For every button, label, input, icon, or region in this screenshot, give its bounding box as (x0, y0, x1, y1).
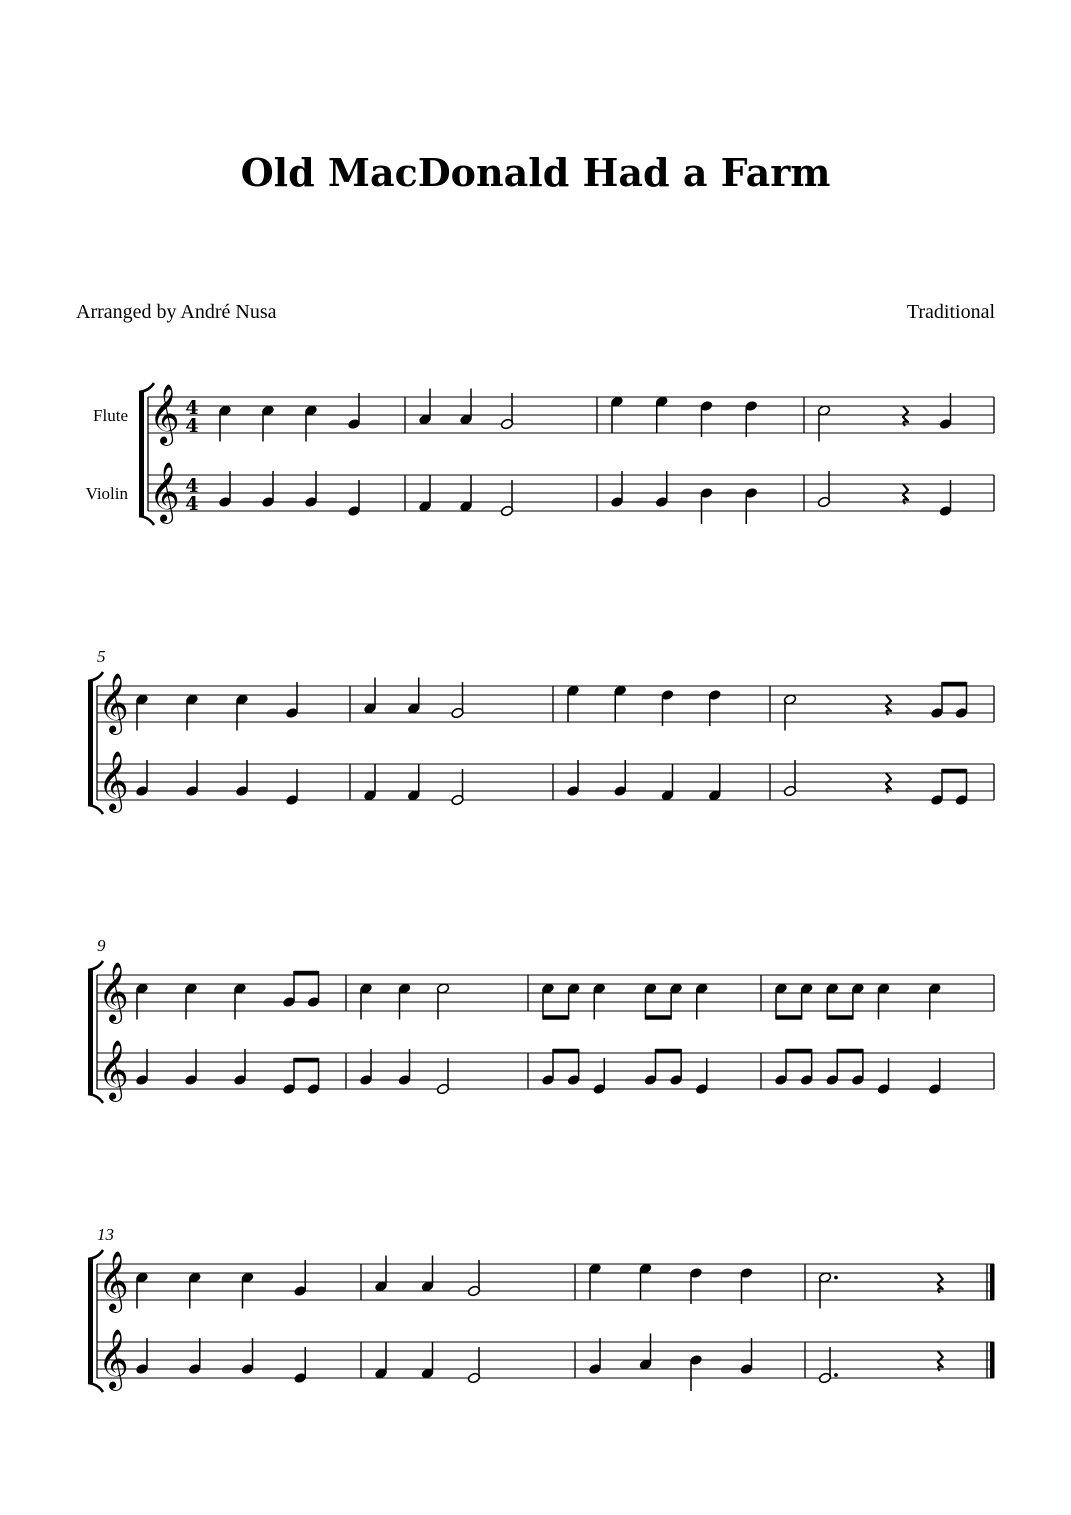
note (567, 1049, 580, 1086)
note (218, 471, 231, 508)
note (436, 1058, 449, 1095)
note (928, 983, 941, 1020)
system-bracket (88, 1259, 93, 1383)
note (285, 682, 298, 719)
note (593, 1058, 606, 1095)
augmentation-dot (834, 1373, 838, 1377)
note (185, 694, 198, 731)
measure-number: 9 (97, 936, 106, 955)
system-bracket (88, 970, 93, 1094)
note (307, 1058, 320, 1095)
measure (374, 1256, 480, 1384)
note (407, 678, 420, 715)
note (851, 983, 864, 1020)
note (135, 694, 148, 731)
note (459, 476, 472, 513)
note (689, 1267, 702, 1304)
note (436, 983, 449, 1020)
note (541, 983, 554, 1020)
quarter-rest (938, 1273, 943, 1293)
note (695, 983, 708, 1020)
note (955, 769, 968, 806)
note (800, 983, 813, 1020)
measure (135, 1260, 307, 1384)
note (359, 1049, 372, 1086)
final-barline-thick (990, 1342, 995, 1378)
measure (783, 682, 968, 806)
note (467, 1347, 480, 1384)
note (135, 1338, 148, 1375)
note (593, 983, 606, 1020)
treble-clef-icon: 𝄞 (98, 751, 129, 811)
time-signature-top: 4 (185, 397, 199, 419)
measure (363, 678, 464, 806)
measure (774, 983, 941, 1095)
measure (359, 983, 449, 1095)
note (363, 765, 376, 802)
note (235, 694, 248, 731)
note (588, 1263, 601, 1300)
note (188, 1272, 201, 1309)
note (639, 1263, 652, 1300)
treble-clef-icon: 𝄞 (98, 1251, 129, 1311)
measure (818, 1272, 942, 1384)
time-signature-bottom: 4 (185, 415, 199, 437)
note (241, 1338, 254, 1375)
note (294, 1260, 307, 1297)
measure (135, 971, 320, 1095)
note (347, 393, 360, 430)
note (800, 1049, 813, 1086)
note (928, 1058, 941, 1095)
note (566, 760, 579, 797)
system (86, 383, 994, 525)
measure (817, 393, 952, 517)
note (588, 1338, 601, 1375)
note (451, 769, 464, 806)
note (774, 983, 787, 1020)
note (418, 389, 431, 426)
note (184, 1049, 197, 1086)
measure (135, 682, 298, 806)
score-title: Old MacDonald Had a Farm (240, 150, 831, 195)
note (661, 765, 674, 802)
system (88, 1225, 995, 1392)
note (610, 396, 623, 433)
note (374, 1343, 387, 1380)
note (500, 480, 513, 517)
note (185, 760, 198, 797)
note (708, 765, 721, 802)
note (459, 389, 472, 426)
note (689, 1354, 702, 1391)
note (363, 678, 376, 715)
note (877, 1058, 890, 1095)
note (566, 685, 579, 722)
time-signature-bottom: 4 (185, 493, 199, 515)
treble-clef-icon: 𝄞 (98, 1040, 129, 1100)
note (135, 1272, 148, 1309)
arranger-credit: Arranged by André Nusa (76, 301, 277, 323)
note (241, 1272, 254, 1309)
note (818, 1272, 838, 1309)
note (708, 689, 721, 726)
measure-number: 5 (97, 647, 106, 666)
note (407, 765, 420, 802)
system (88, 936, 994, 1103)
note (669, 1049, 682, 1086)
measure (218, 393, 360, 517)
measure-number: 13 (97, 1225, 114, 1244)
note (304, 405, 317, 442)
note (740, 1267, 753, 1304)
note (655, 471, 668, 508)
note (655, 396, 668, 433)
note (359, 983, 372, 1020)
note (282, 971, 295, 1008)
measure (541, 983, 708, 1095)
note (939, 480, 952, 517)
part-name: Violin (85, 484, 128, 503)
note (700, 487, 713, 524)
note (745, 400, 758, 437)
system-bracket (88, 681, 93, 805)
note (614, 760, 627, 797)
final-barline-thick (990, 1264, 995, 1300)
quarter-rest (938, 1351, 943, 1371)
system (88, 647, 994, 814)
measure (566, 685, 721, 802)
note (567, 983, 580, 1020)
note (826, 1049, 839, 1086)
note (285, 769, 298, 806)
note (233, 1049, 246, 1086)
augmentation-dot (834, 1276, 838, 1280)
note (783, 760, 796, 797)
note (304, 471, 317, 508)
note (421, 1343, 434, 1380)
note (233, 983, 246, 1020)
note (826, 983, 839, 1020)
note (817, 471, 830, 508)
treble-clef-icon: 𝄞 (98, 962, 129, 1022)
note (644, 983, 657, 1020)
note (939, 393, 952, 430)
quarter-rest (886, 695, 891, 715)
note (955, 682, 968, 719)
note (398, 1049, 411, 1086)
treble-clef-icon: 𝄞 (98, 673, 129, 733)
note (294, 1347, 307, 1384)
note (783, 694, 796, 731)
note (188, 1338, 201, 1375)
treble-clef-icon: 𝄞 (149, 462, 180, 522)
note (930, 682, 943, 719)
part-name: Flute (93, 406, 128, 425)
quarter-rest (886, 773, 891, 793)
note (261, 471, 274, 508)
composer-credit: Traditional (906, 301, 995, 323)
treble-clef-icon: 𝄞 (149, 384, 180, 444)
note (282, 1058, 295, 1095)
note (877, 983, 890, 1020)
note (374, 1256, 387, 1293)
note (307, 971, 320, 1008)
note (135, 983, 148, 1020)
note (661, 689, 674, 726)
note (218, 405, 231, 442)
time-signature-top: 4 (185, 475, 199, 497)
quarter-rest (903, 406, 908, 426)
note (418, 476, 431, 513)
note (135, 1049, 148, 1086)
note (695, 1058, 708, 1095)
treble-clef-icon: 𝄞 (98, 1329, 129, 1389)
note (817, 405, 830, 442)
note (930, 769, 943, 806)
note (774, 1049, 787, 1086)
note (541, 1049, 554, 1086)
note (467, 1260, 480, 1297)
note (184, 983, 197, 1020)
note (644, 1049, 657, 1086)
system-bracket (139, 392, 144, 516)
note (700, 400, 713, 437)
note (235, 760, 248, 797)
note (451, 682, 464, 719)
note (851, 1049, 864, 1086)
note (261, 405, 274, 442)
note (669, 983, 682, 1020)
quarter-rest (903, 484, 908, 504)
note (347, 480, 360, 517)
note (740, 1338, 753, 1375)
note (398, 983, 411, 1020)
measure (418, 389, 513, 517)
note (421, 1256, 434, 1293)
note (610, 471, 623, 508)
note (500, 393, 513, 430)
note (614, 685, 627, 722)
note (135, 760, 148, 797)
note (745, 487, 758, 524)
note (639, 1334, 652, 1371)
